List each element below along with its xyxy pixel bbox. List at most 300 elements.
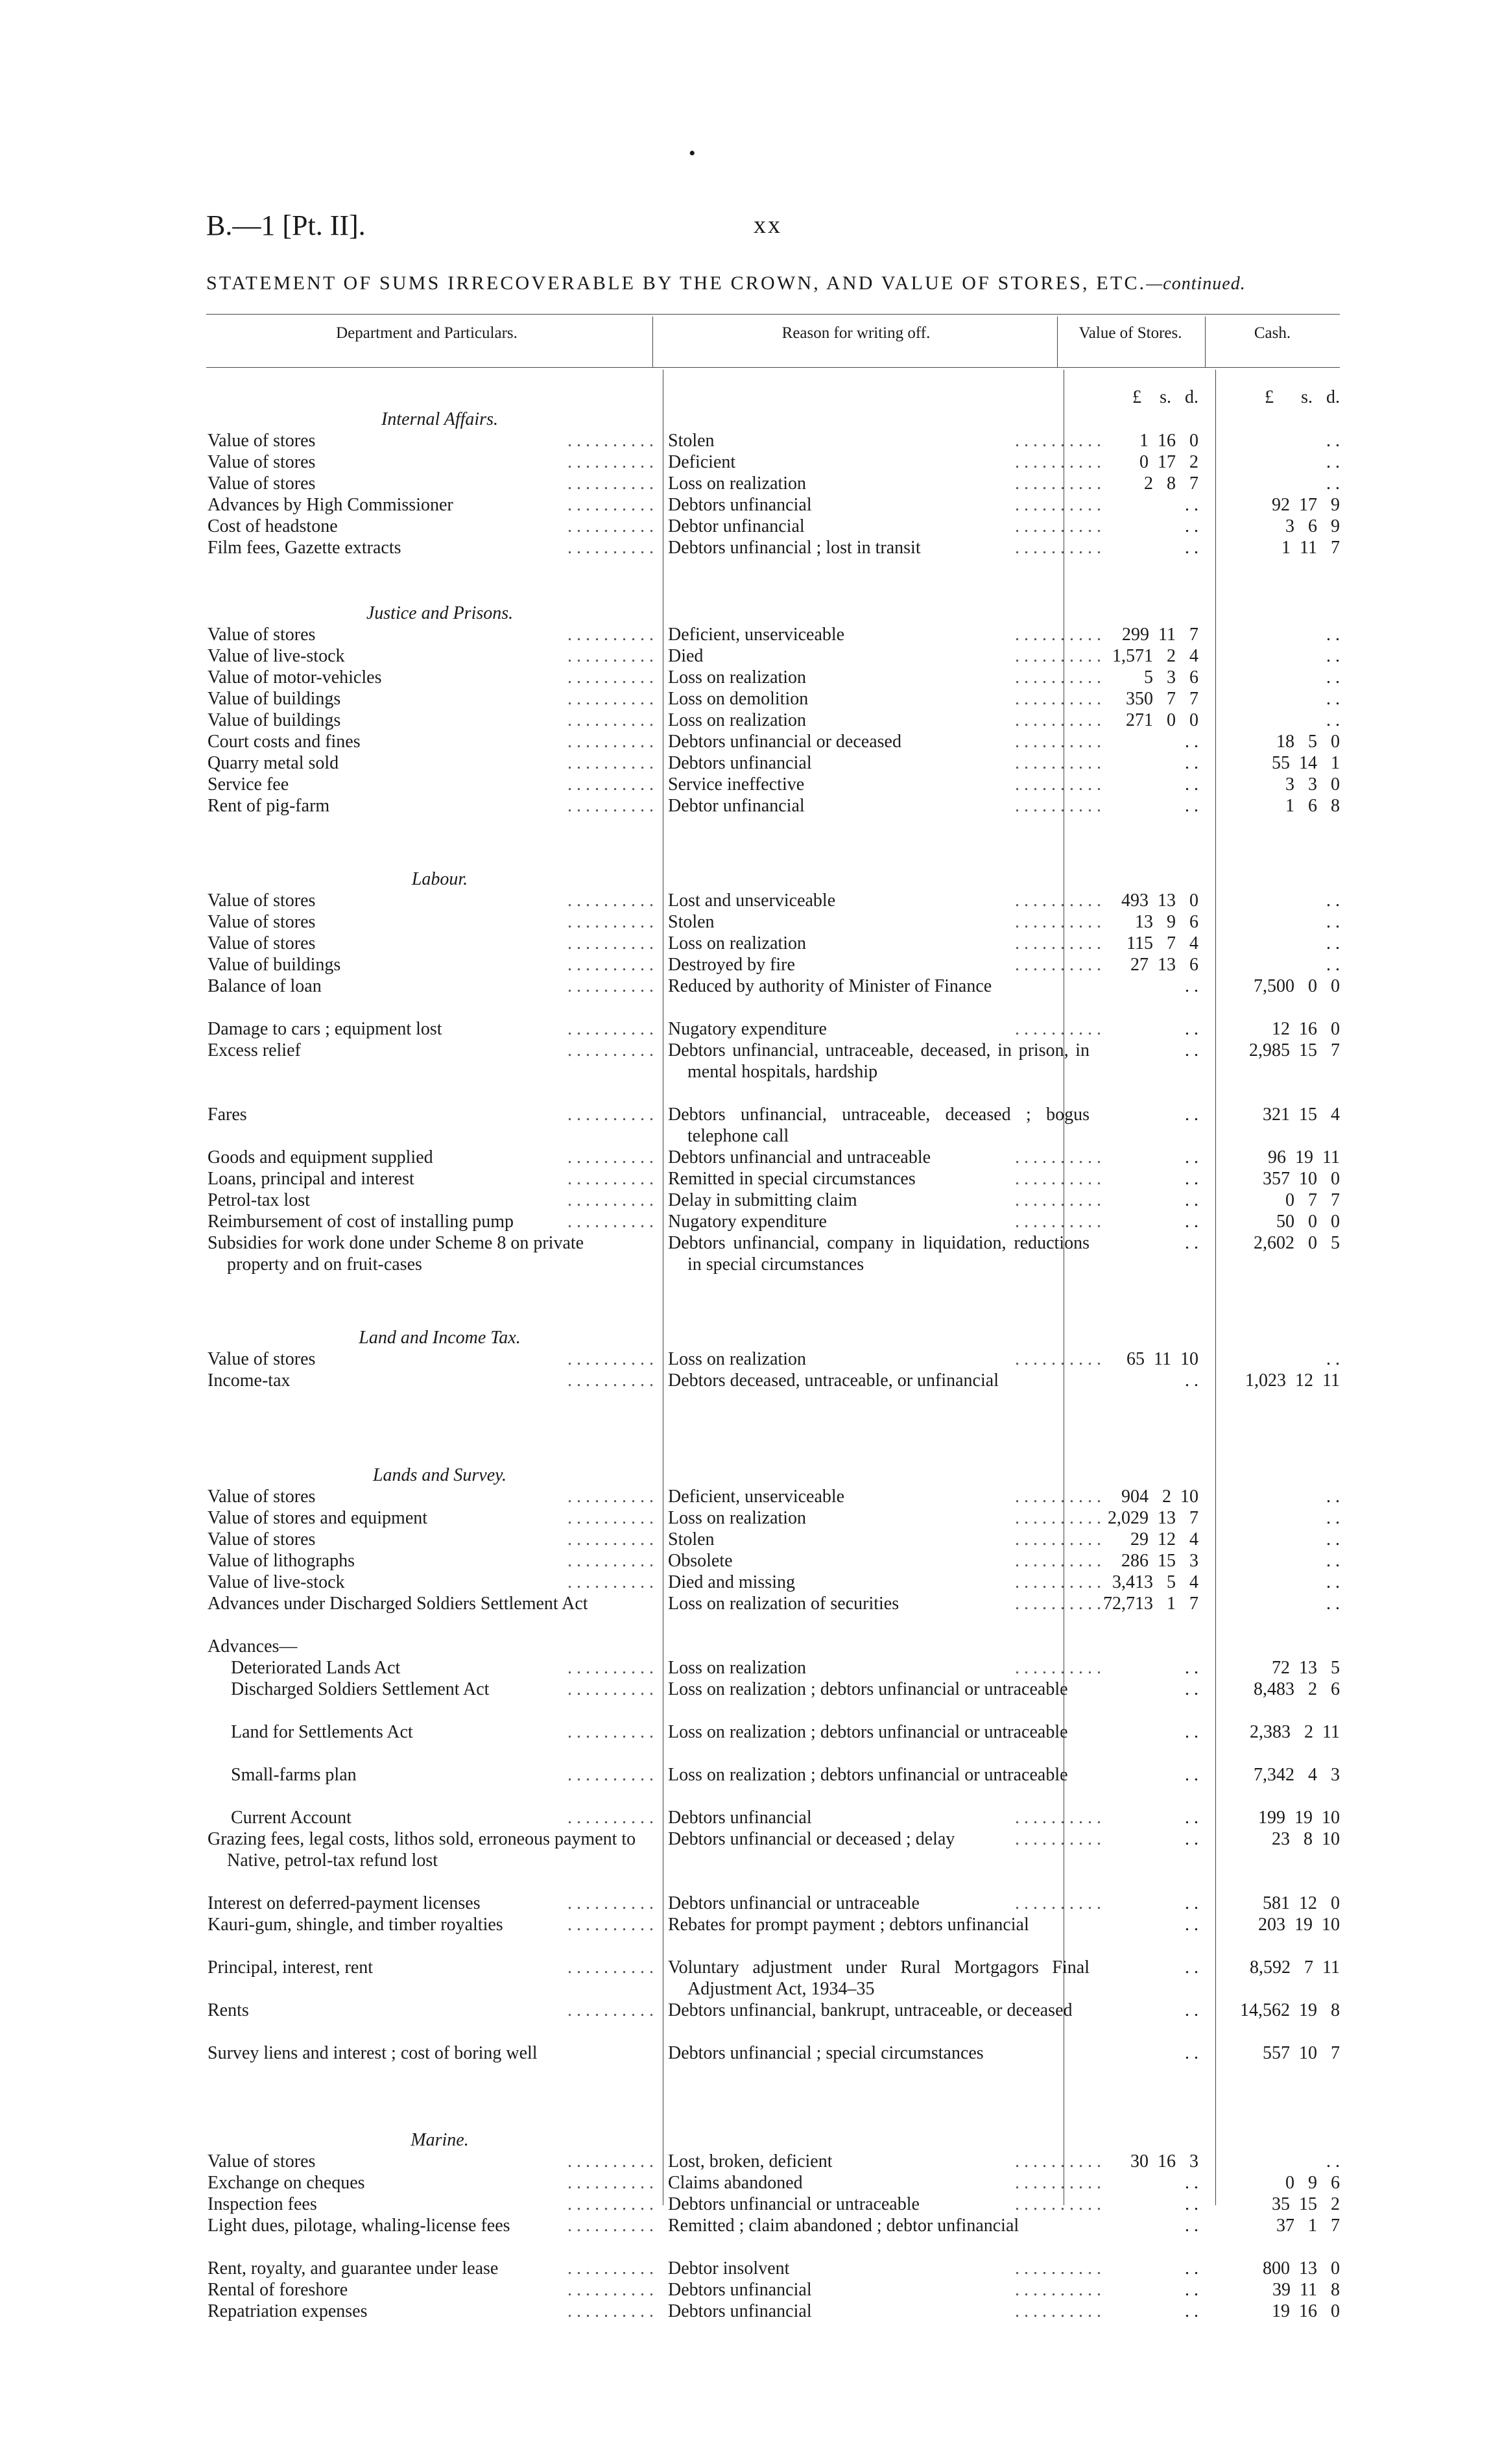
- cash-value: . .: [1326, 646, 1340, 666]
- particulars-cell: Excess relief . .: [208, 1040, 654, 1061]
- col-header-particulars: Department and Particulars.: [336, 324, 518, 342]
- reason-cell: Debtors unfinancial or deceased . .: [668, 731, 1101, 752]
- stores-value: . .: [1185, 2258, 1198, 2279]
- stores-value: . .: [1185, 753, 1198, 773]
- table-row: [206, 1232, 1340, 1275]
- reason-cell: Died and missing . .: [668, 1572, 1101, 1593]
- stores-value: . .: [1185, 1169, 1198, 1189]
- table-row: [206, 1507, 1340, 1529]
- particulars-cell: Repatriation expenses . .: [208, 2301, 654, 2322]
- table-row: [206, 1040, 1340, 1104]
- table-row: [206, 1486, 1340, 1507]
- section-heading: [206, 2129, 1340, 2151]
- particulars-cell: Value of buildings . .: [208, 688, 654, 710]
- stores-value: 1,571 2 4: [1112, 646, 1198, 666]
- reason-cell: Debtors unfinancial, untraceable, deceased, in prison, in mental hospitals, hardship: [668, 1040, 1090, 1082]
- cash-value: 55 14 1: [1272, 753, 1340, 773]
- stores-value: . .: [1185, 2194, 1198, 2214]
- stores-value: . .: [1185, 2301, 1198, 2321]
- table-row: [206, 2000, 1340, 2042]
- cash-value: . .: [1326, 710, 1340, 730]
- section-gap: [206, 2085, 1340, 2129]
- cash-value: 12 16 0: [1272, 1019, 1340, 1039]
- cash-value: 7,342 4 3: [1254, 1765, 1340, 1785]
- particulars-cell: Rent, royalty, and guarantee under lease . .: [208, 2258, 654, 2279]
- reason-cell: Debtor insolvent . .: [668, 2258, 1101, 2279]
- stores-value: 13 9 6: [1135, 912, 1198, 932]
- particulars-cell: Value of stores . .: [208, 1348, 654, 1370]
- cash-value: 199 19 10: [1258, 1808, 1340, 1828]
- stores-value: 1 16 0: [1139, 431, 1198, 451]
- cash-value: . .: [1326, 1487, 1340, 1507]
- header-rule-top: [206, 314, 1340, 315]
- particulars-cell: Quarry metal sold . .: [208, 752, 654, 774]
- cash-value: . .: [1326, 1349, 1340, 1369]
- particulars-cell: Advances—: [208, 1636, 298, 1657]
- stores-value: . .: [1185, 1829, 1198, 1849]
- reason-cell: Remitted ; claim abandoned ; debtor unfinancial: [668, 2216, 1019, 2236]
- reason-cell: Debtors unfinancial . .: [668, 1807, 1101, 1828]
- cash-value: 8,483 2 6: [1254, 1679, 1340, 1699]
- reason-cell: Loss on realization ; debtors unfinancial or untraceable: [668, 1765, 1068, 1785]
- table-row: [206, 2042, 1340, 2085]
- particulars-cell: Deteriorated Lands Act . .: [231, 1657, 654, 1679]
- particulars-cell: Value of stores . .: [208, 911, 654, 933]
- stores-value: 3,413 5 4: [1112, 1572, 1198, 1592]
- table-row: [206, 933, 1340, 954]
- stores-value: . .: [1185, 1370, 1198, 1391]
- reason-cell: Debtors unfinancial or deceased ; delay . .: [668, 1828, 1101, 1850]
- table-row: [206, 1529, 1340, 1550]
- table-row: [206, 537, 1340, 558]
- cash-value: 92 17 9: [1272, 495, 1340, 515]
- stores-value: . .: [1185, 1679, 1198, 1699]
- table-row: [206, 2215, 1340, 2258]
- stores-value: . .: [1185, 2000, 1198, 2020]
- reason-cell: Debtors unfinancial, bankrupt, untraceable, or deceased: [668, 2000, 1073, 2020]
- reason-cell: Destroyed by fire . .: [668, 954, 1101, 975]
- cash-value: . .: [1326, 1508, 1340, 1528]
- section-gap: [206, 1413, 1340, 1465]
- table-row: [206, 473, 1340, 494]
- cash-value: 72 13 5: [1272, 1658, 1340, 1678]
- particulars-cell: Reimbursement of cost of installing pump . .: [208, 1211, 654, 1232]
- stores-value: 350 7 7: [1126, 689, 1198, 709]
- reason-cell: Died . .: [668, 645, 1101, 667]
- cash-value: . .: [1326, 667, 1340, 688]
- reason-cell: Loss on realization . .: [668, 1507, 1101, 1529]
- reason-cell: Loss on realization ; debtors unfinancial or untraceable: [668, 1679, 1068, 1699]
- reason-cell: Debtors unfinancial . .: [668, 2279, 1101, 2301]
- table-row: [206, 1679, 1340, 1721]
- cash-value: 50 0 0: [1276, 1212, 1340, 1232]
- reason-cell: Loss on realization . .: [668, 1348, 1101, 1370]
- reason-cell: Rebates for prompt payment ; debtors unfinancial: [668, 1915, 1029, 1935]
- table-row: [206, 731, 1340, 752]
- particulars-cell: Grazing fees, legal costs, lithos sold, erroneous payment to Native, petrol-tax refund lost: [208, 1829, 636, 1871]
- table-row: [206, 1572, 1340, 1593]
- stores-value: . .: [1185, 774, 1198, 795]
- section-heading: [206, 603, 1340, 624]
- page-title: [206, 272, 1246, 294]
- particulars-cell: Service fee . .: [208, 774, 654, 795]
- reason-cell: Obsolete . .: [668, 1550, 1101, 1572]
- reason-cell: Nugatory expenditure . .: [668, 1211, 1101, 1232]
- page-reference: B.—1 [Pt. II].: [206, 209, 366, 241]
- section-heading: [206, 409, 1340, 430]
- section-heading: [206, 1327, 1340, 1348]
- reason-cell: Nugatory expenditure . .: [668, 1018, 1101, 1040]
- table-row: [206, 1211, 1340, 1232]
- table-row: [206, 451, 1340, 473]
- cash-value: . .: [1326, 891, 1340, 911]
- cash-value: . .: [1326, 625, 1340, 645]
- particulars-cell: Small-farms plan . .: [231, 1764, 654, 1786]
- table-row: [206, 710, 1340, 731]
- cash-value: 14,562 19 8: [1240, 2000, 1340, 2020]
- section-heading: [206, 868, 1340, 890]
- particulars-cell: Cost of headstone . .: [208, 516, 654, 537]
- reason-cell: Stolen . .: [668, 1529, 1101, 1550]
- stores-value: 904 2 10: [1121, 1487, 1198, 1507]
- reason-cell: Lost and unserviceable . .: [668, 890, 1101, 911]
- particulars-cell: Value of stores . .: [208, 473, 654, 494]
- cash-value: 18 5 0: [1276, 732, 1340, 752]
- stores-value: . .: [1185, 1808, 1198, 1828]
- cash-value: 37 1 7: [1276, 2216, 1340, 2236]
- stores-value: . .: [1185, 1212, 1198, 1232]
- table-row: [206, 1657, 1340, 1679]
- reason-cell: Stolen . .: [668, 430, 1101, 451]
- particulars-cell: Advances by High Commissioner . .: [208, 494, 654, 516]
- particulars-cell: Goods and equipment supplied . .: [208, 1147, 654, 1168]
- particulars-cell: Value of stores . .: [208, 890, 654, 911]
- reason-cell: Delay in submitting claim . .: [668, 1190, 1101, 1211]
- table-row: [206, 1914, 1340, 1957]
- particulars-cell: Film fees, Gazette extracts . .: [208, 537, 654, 558]
- particulars-cell: Value of stores . .: [208, 430, 654, 451]
- particulars-cell: Discharged Soldiers Settlement Act . .: [231, 1679, 654, 1700]
- table-row: [206, 1190, 1340, 1211]
- particulars-cell: Inspection fees . .: [208, 2194, 654, 2215]
- stores-value: 30 16 3: [1130, 2151, 1198, 2171]
- stores-value: 0 17 2: [1139, 452, 1198, 472]
- table-row: [206, 1348, 1340, 1370]
- cash-value: . .: [1326, 1529, 1340, 1549]
- section-heading-text: Labour.: [411, 869, 468, 889]
- stores-value: 5 3 6: [1144, 667, 1198, 688]
- table-row: [206, 1721, 1340, 1764]
- reason-cell: Debtors unfinancial . .: [668, 2301, 1101, 2322]
- particulars-cell: Principal, interest, rent . .: [208, 1957, 654, 1978]
- table-row: [206, 2279, 1340, 2301]
- cash-value: 1 6 8: [1285, 796, 1340, 816]
- particulars-cell: Value of stores . .: [208, 624, 654, 645]
- particulars-cell: Value of stores . .: [208, 451, 654, 473]
- table-row: [206, 1828, 1340, 1893]
- reason-cell: Loss on realization of securities . .: [668, 1593, 1101, 1614]
- stores-value: 115 7 4: [1126, 933, 1198, 953]
- reason-cell: Debtors unfinancial or untraceable . .: [668, 2194, 1101, 2215]
- section-heading-text: Justice and Prisons.: [366, 603, 514, 623]
- cash-value: 3 6 9: [1285, 516, 1340, 536]
- table-row: [206, 688, 1340, 710]
- cash-value: 8,592 7 11: [1250, 1957, 1340, 1978]
- table-row: [206, 1147, 1340, 1168]
- stores-value: 493 13 0: [1121, 891, 1198, 911]
- stores-value: . .: [1185, 1722, 1198, 1742]
- table-row: [206, 667, 1340, 688]
- table-row: [206, 1893, 1340, 1914]
- table-row: [206, 2151, 1340, 2172]
- col-divider-1: [652, 317, 653, 367]
- cash-value: 557 10 7: [1263, 2043, 1340, 2063]
- particulars-cell: Value of buildings . .: [208, 710, 654, 731]
- particulars-cell: Exchange on cheques . .: [208, 2172, 654, 2194]
- table-row: [206, 516, 1340, 537]
- stores-value: . .: [1185, 1957, 1198, 1978]
- particulars-cell: Rents . .: [208, 2000, 654, 2021]
- reason-cell: Debtors unfinancial, untraceable, deceased ; bogus telephone call: [668, 1105, 1090, 1146]
- stores-value: . .: [1185, 1765, 1198, 1785]
- stores-value: . .: [1185, 495, 1198, 515]
- reason-cell: Deficient . .: [668, 451, 1101, 473]
- reason-cell: Debtors deceased, untraceable, or unfinancial: [668, 1370, 999, 1391]
- reason-cell: Loss on realization . .: [668, 933, 1101, 954]
- particulars-cell: Court costs and fines . .: [208, 731, 654, 752]
- cash-value: 2,602 0 5: [1254, 1233, 1340, 1253]
- currency-row: [206, 387, 1340, 409]
- reason-cell: Voluntary adjustment under Rural Mortgagors Final Adjustment Act, 1934–35: [668, 1957, 1090, 1999]
- particulars-cell: Interest on deferred-payment licenses . .: [208, 1893, 654, 1914]
- reason-cell: Debtors unfinancial ; lost in transit . .: [668, 537, 1101, 558]
- stores-value: . .: [1185, 796, 1198, 816]
- stores-value: . .: [1185, 1105, 1198, 1125]
- cash-value: 0 7 7: [1285, 1190, 1340, 1210]
- reason-cell: Loss on realization . .: [668, 710, 1101, 731]
- reason-cell: Loss on realization . .: [668, 667, 1101, 688]
- stores-value: 65 11 10: [1126, 1349, 1198, 1369]
- stores-value: 286 15 3: [1121, 1551, 1198, 1571]
- cash-value: . .: [1326, 933, 1340, 953]
- table-row: [206, 795, 1340, 817]
- table-row: [206, 1370, 1340, 1413]
- top-mark: •: [689, 143, 696, 164]
- cash-value: 800 13 0: [1263, 2258, 1340, 2279]
- reason-cell: Loss on realization . .: [668, 473, 1101, 494]
- reason-cell: Claims abandoned . .: [668, 2172, 1101, 2194]
- particulars-cell: Value of stores . .: [208, 1529, 654, 1550]
- cash-value: 1 11 7: [1281, 538, 1340, 558]
- table-row: [206, 1168, 1340, 1190]
- cash-value: 3 3 0: [1285, 774, 1340, 795]
- cash-value: 2,383 2 11: [1250, 1722, 1340, 1742]
- table-row: [206, 1636, 1340, 1657]
- table-row: [206, 2172, 1340, 2194]
- stores-value: 27 13 6: [1130, 955, 1198, 975]
- cash-value: 2,985 15 7: [1249, 1040, 1340, 1060]
- reason-cell: Deficient, unserviceable . .: [668, 624, 1101, 645]
- title-continued: —continued.: [1146, 274, 1246, 294]
- stores-value: 2 8 7: [1144, 473, 1198, 494]
- table-row: [206, 1104, 1340, 1147]
- cash-value: . .: [1326, 689, 1340, 709]
- particulars-cell: Kauri-gum, shingle, and timber royalties . .: [208, 1914, 654, 1935]
- section-heading: [206, 1465, 1340, 1486]
- table-row: [206, 954, 1340, 975]
- cash-value: . .: [1326, 2151, 1340, 2171]
- particulars-cell: Income-tax . .: [208, 1370, 654, 1391]
- particulars-cell: Petrol-tax lost . .: [208, 1190, 654, 1211]
- cash-value: 581 12 0: [1263, 1893, 1340, 1913]
- stores-value: 72,713 1 7: [1103, 1594, 1198, 1614]
- table-row: [206, 1018, 1340, 1040]
- reason-cell: Debtors unfinancial, company in liquidation, reductions in special circumstances: [668, 1233, 1090, 1274]
- header-rule-bottom: [206, 367, 1340, 368]
- cash-value: 23 8 10: [1272, 1829, 1340, 1849]
- cash-value: 7,500 0 0: [1254, 976, 1340, 996]
- stores-value: . .: [1185, 538, 1198, 558]
- particulars-cell: Fares . .: [208, 1104, 654, 1125]
- cash-value: 1,023 12 11: [1245, 1370, 1340, 1391]
- reason-cell: Loss on realization ; debtors unfinancial or untraceable: [668, 1722, 1068, 1742]
- section-heading-text: Land and Income Tax.: [359, 1328, 521, 1348]
- reason-cell: Deficient, unserviceable . .: [668, 1486, 1101, 1507]
- stores-value: . .: [1185, 1658, 1198, 1678]
- table-row: [206, 911, 1340, 933]
- reason-cell: Service ineffective . .: [668, 774, 1101, 795]
- cash-value: . .: [1326, 1594, 1340, 1614]
- page-number: xx: [754, 211, 782, 239]
- reason-cell: Lost, broken, deficient . .: [668, 2151, 1101, 2172]
- stores-value: . .: [1185, 1190, 1198, 1210]
- stores-value: . .: [1185, 516, 1198, 536]
- particulars-cell: Value of stores and equipment . .: [208, 1507, 654, 1529]
- table-row: [206, 2258, 1340, 2279]
- cash-value: . .: [1326, 955, 1340, 975]
- stores-value: . .: [1185, 1893, 1198, 1913]
- cash-currency-label: £ s. d.: [1265, 387, 1340, 407]
- cash-value: . .: [1326, 1551, 1340, 1571]
- cash-value: . .: [1326, 1572, 1340, 1592]
- cash-value: . .: [1326, 473, 1340, 494]
- stores-value: 29 12 4: [1130, 1529, 1198, 1549]
- table-row: [206, 430, 1340, 451]
- table-row: [206, 494, 1340, 516]
- section-gap: [206, 1275, 1340, 1327]
- stores-value: . .: [1185, 1233, 1198, 1253]
- cash-value: 19 16 0: [1272, 2301, 1340, 2321]
- table-row: [206, 975, 1340, 1018]
- section-gap: [206, 558, 1340, 603]
- reason-cell: Debtors unfinancial or untraceable . .: [668, 1893, 1101, 1914]
- reason-cell: Loss on demolition . .: [668, 688, 1101, 710]
- particulars-cell: Value of stores . .: [208, 2151, 654, 2172]
- stores-value: 299 11 7: [1122, 625, 1198, 645]
- particulars-cell: Value of live-stock . .: [208, 645, 654, 667]
- particulars-cell: Value of lithographs . .: [208, 1550, 654, 1572]
- stores-value: 2,029 13 7: [1108, 1508, 1198, 1528]
- table-row: [206, 1550, 1340, 1572]
- reason-cell: Debtors unfinancial and untraceable . .: [668, 1147, 1101, 1168]
- statement-table: [206, 387, 1340, 2322]
- section-heading-text: Lands and Survey.: [372, 1465, 507, 1485]
- table-row: [206, 2301, 1340, 2322]
- stores-value: . .: [1185, 2043, 1198, 2063]
- stores-value: . .: [1185, 1147, 1198, 1167]
- section-heading-text: Internal Affairs.: [381, 409, 498, 429]
- reason-cell: Remitted in special circumstances . .: [668, 1168, 1101, 1190]
- reason-cell: Loss on realization . .: [668, 1657, 1101, 1679]
- particulars-cell: Balance of loan . .: [208, 975, 654, 997]
- particulars-cell: Survey liens and interest ; cost of boring well: [208, 2043, 538, 2063]
- table-row: [206, 2194, 1340, 2215]
- cash-value: 35 15 2: [1272, 2194, 1340, 2214]
- col-header-cash: Cash.: [1254, 324, 1291, 342]
- col-header-stores: Value of Stores.: [1078, 324, 1182, 342]
- stores-value: . .: [1185, 1019, 1198, 1039]
- stores-value: 271 0 0: [1126, 710, 1198, 730]
- cash-value: 357 10 0: [1263, 1169, 1340, 1189]
- cash-value: 39 11 8: [1272, 2280, 1340, 2300]
- stores-currency-label: £ s. d.: [1132, 387, 1198, 407]
- stores-value: . .: [1185, 732, 1198, 752]
- particulars-cell: Light dues, pilotage, whaling-license fees . .: [208, 2215, 654, 2236]
- particulars-cell: Advances under Discharged Soldiers Settlement Act: [208, 1594, 588, 1614]
- particulars-cell: Current Account . .: [231, 1807, 654, 1828]
- cash-value: . .: [1326, 912, 1340, 932]
- stores-value: . .: [1185, 2280, 1198, 2300]
- section-heading-text: Marine.: [411, 2130, 469, 2150]
- particulars-cell: Damage to cars ; equipment lost . .: [208, 1018, 654, 1040]
- table-row: [206, 1593, 1340, 1636]
- col-divider-3: [1205, 317, 1206, 367]
- reason-cell: Debtors unfinancial ; special circumstances: [668, 2043, 984, 2063]
- cash-value: 321 15 4: [1263, 1105, 1340, 1125]
- table-row: [206, 1807, 1340, 1828]
- stores-value: . .: [1185, 1915, 1198, 1935]
- reason-cell: Debtor unfinancial . .: [668, 516, 1101, 537]
- stores-value: . .: [1185, 1040, 1198, 1060]
- particulars-cell: Subsidies for work done under Scheme 8 on private property and on fruit-cases: [208, 1233, 584, 1274]
- table-row: [206, 1957, 1340, 2000]
- stores-value: . .: [1185, 2216, 1198, 2236]
- table-row: [206, 774, 1340, 795]
- table-row: [206, 624, 1340, 645]
- particulars-cell: Rental of foreshore . .: [208, 2279, 654, 2301]
- table-row: [206, 890, 1340, 911]
- reason-cell: Stolen . .: [668, 911, 1101, 933]
- title-main: STATEMENT OF SUMS IRRECOVERABLE BY THE CROWN, AND VALUE OF STORES, ETC.: [206, 272, 1147, 294]
- cash-value: 0 9 6: [1285, 2173, 1340, 2193]
- col-divider-2: [1057, 317, 1058, 367]
- particulars-cell: Value of buildings . .: [208, 954, 654, 975]
- reason-cell: Reduced by authority of Minister of Finance: [668, 976, 992, 996]
- cash-value: 203 19 10: [1258, 1915, 1340, 1935]
- cash-value: . .: [1326, 452, 1340, 472]
- table-row: [206, 1764, 1340, 1807]
- particulars-cell: Land for Settlements Act . .: [231, 1721, 654, 1743]
- table-row: [206, 752, 1340, 774]
- particulars-cell: Value of motor-vehicles . .: [208, 667, 654, 688]
- reason-cell: Debtors unfinancial . .: [668, 752, 1101, 774]
- table-row: [206, 645, 1340, 667]
- stores-value: . .: [1185, 976, 1198, 996]
- particulars-cell: Value of stores . .: [208, 933, 654, 954]
- particulars-cell: Value of live-stock . .: [208, 1572, 654, 1593]
- section-gap: [206, 817, 1340, 868]
- cash-value: 96 19 11: [1268, 1147, 1340, 1167]
